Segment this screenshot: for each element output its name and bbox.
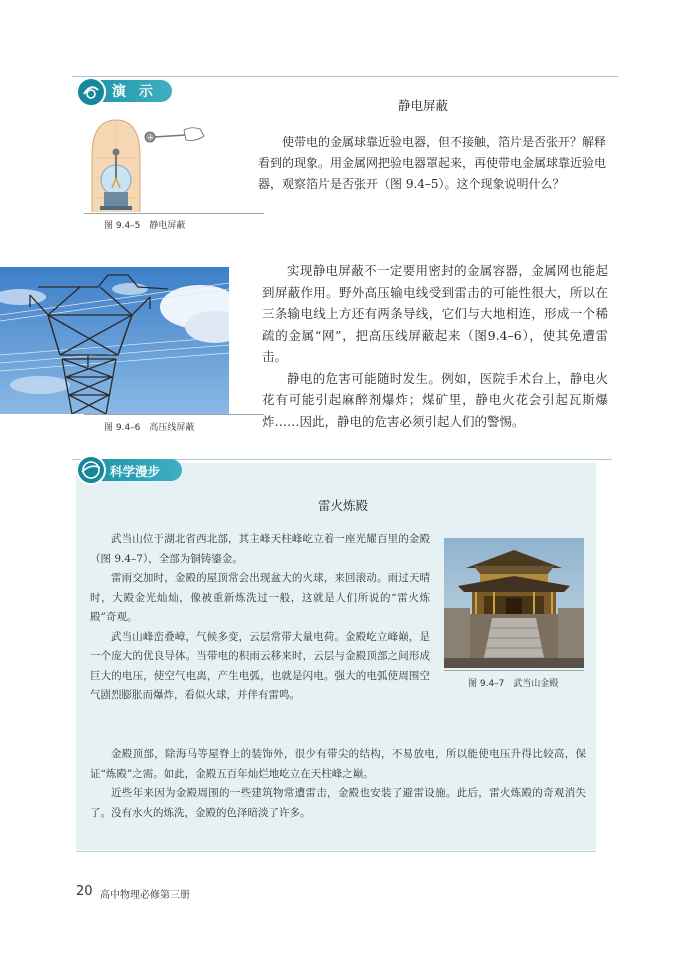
shielding-paragraph-1: 实现静电屏蔽不一定要用密封的金属容器，金属网也能起到屏蔽作用。野外高压输电线受到雷击的可能性很大，所以在三条输电线上方还有两条导线，它们与大地相连，形成一个稀疏的金属“网”，把高压线屏蔽起来（图9.4–6），使其免遭雷击。 — [262, 263, 608, 364]
figure-caption-9-4-7: 图 9.4–7 武当山金殿 — [468, 679, 559, 689]
golden-hall-photo — [444, 538, 584, 668]
science-paragraph: 雷雨交加时，金殿的屋顶常会出现盆大的火球，来回滚动。雨过天晴时，大殿金光灿灿，像被重新炼洗过一般，这就是人们所说的“雷火炼殿”奇观。 — [90, 572, 430, 623]
science-paragraph: 武当山位于湖北省西北部，其主峰天柱峰屹立着一座光耀百里的金殿（图 9.4–7），全部为铜铸鎏金。 — [90, 533, 430, 565]
svg-text:+: + — [147, 133, 154, 142]
science-paragraph: 金殿顶部，除海马等屋脊上的装饰外，很少有带尖的结构，不易放电，所以能使电压升得比较高，保证“炼殿”之需。如此，金殿五百年灿烂地屹立在天柱峰之巅。 — [90, 748, 586, 780]
power-tower-photo — [0, 267, 229, 414]
science-paragraph: 近些年来因为金殿周围的一些建筑物常遭雷击，金殿也安装了避雷设施。此后，雷火炼殿的奇观消失了。没有水火的炼洗，金殿的色泽暗淡了许多。 — [90, 787, 586, 819]
figure-caption-9-4-5: 图 9.4–5 静电屏蔽 — [104, 221, 186, 231]
shielding-text — [262, 260, 608, 432]
figure-caption-9-4-6: 图 9.4–6 高压线屏蔽 — [104, 423, 195, 433]
science-title: 雷火炼殿 — [318, 498, 369, 513]
shielding-paragraph-2: 静电的危害可能随时发生。例如，医院手术台上，静电火花有可能引起麻醉剂爆炸；煤矿里，静电火花会引起瓦斯爆炸……因此，静电的危害必须引起人们的警惕。 — [262, 370, 608, 429]
book-title: 高中物理必修第三册 — [100, 890, 190, 901]
science-badge-icon — [76, 455, 106, 485]
demo-label: 演 示 — [112, 84, 157, 100]
section-rule — [72, 76, 618, 77]
figure-rule — [84, 213, 264, 214]
demo-badge-icon — [76, 77, 106, 107]
electroscope-figure — [88, 118, 206, 212]
science-text-upper — [90, 530, 430, 706]
figure-rule — [444, 670, 584, 671]
page-number: 20 — [76, 884, 93, 899]
science-paragraph: 武当山峰峦叠嶂，气候多变，云层常带大量电荷。金殿屹立峰巅，是一个庞大的优良导体。当带电的积雨云移来时，云层与金殿顶部之间形成巨大的电压，使空气电离，产生电弧，也就是闪电。强大的电弧使周围空气剧烈膨胀而爆炸，看似火球，并伴有雷鸣。 — [90, 630, 430, 701]
figure-rule — [84, 414, 264, 415]
science-label: 科学漫步 — [110, 464, 161, 479]
demo-text: 使带电的金属球靠近验电器，但不接触，箔片是否张开？解释看到的现象。用金属网把验电器罩起来，再使带电金属球靠近验电器，观察箔片是否张开（图 9.4–5）。这个现象说明什么？ — [258, 135, 607, 191]
section-rule — [76, 851, 596, 852]
demo-title: 静电屏蔽 — [398, 98, 449, 113]
science-text-lower — [90, 745, 586, 823]
